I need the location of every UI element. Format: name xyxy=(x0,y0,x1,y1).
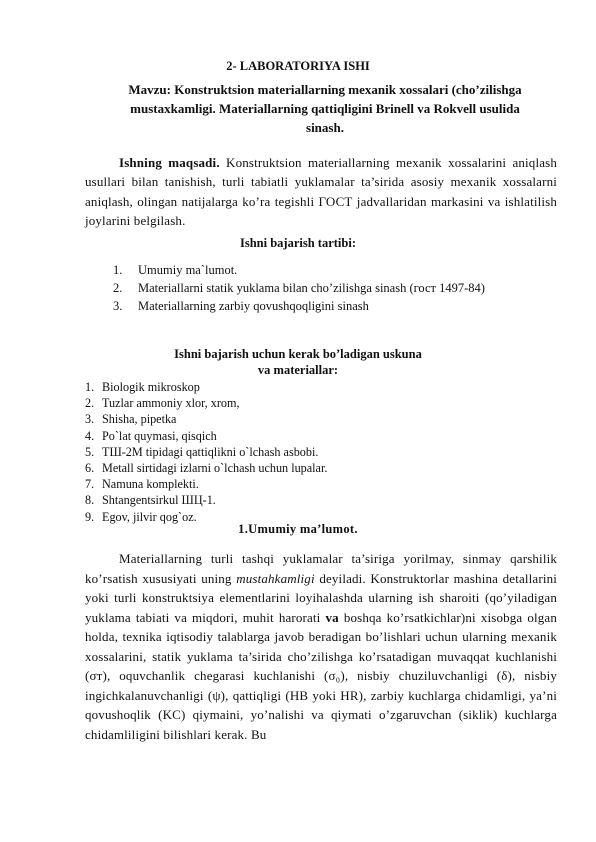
list-number: 2. xyxy=(113,281,123,295)
list-number: 3. xyxy=(85,412,95,427)
list-text: Materiallarni statik yuklama bilan cho’zilishga sinash (гост 1497-84) xyxy=(138,281,485,295)
goal-text: Konstruktsion materiallarning mexanik xossalarini aniqlash usullari bilan tanishish, turli tabiatli yuklamalar ta’sirida asosiy mexanik xossalarni aniqlash, olingan natijalarga ko’ra tegishli ГОСТ jadvallaridan markasini va ishlatilish joylarini belgilash. xyxy=(85,155,557,228)
lab-title: 2- LABORATORIYA ISHI xyxy=(226,59,370,73)
steps-list xyxy=(113,262,557,314)
list-text: Shisha, pipetka xyxy=(102,412,177,427)
list-number: 6. xyxy=(85,460,95,475)
list-item xyxy=(85,379,555,395)
list-item xyxy=(85,460,555,476)
body-italic-term: mustahkamligi xyxy=(236,570,315,586)
list-item xyxy=(85,428,555,444)
list-text: Metall sirtidagi izlarni o`lchash uchun lupalar. xyxy=(102,460,328,475)
list-number: 7. xyxy=(85,477,95,492)
list-text: Po`lat quymasi, qisqich xyxy=(102,428,217,443)
list-item xyxy=(85,395,555,411)
list-item xyxy=(113,262,557,278)
body-paragraph xyxy=(85,549,557,744)
list-number: 4. xyxy=(85,428,95,443)
list-item xyxy=(113,298,557,314)
topic-heading: Mavzu: Konstruktsion materiallarning mexanik xossalari (cho’zilishga mustaxkamligi. Materiallarning qattiqligini Brinell va Rokvell usulida sinash. xyxy=(128,82,522,135)
list-text: Tuzlar ammoniy xlor, xrom, xyxy=(102,396,240,411)
list-number: 1. xyxy=(113,263,123,277)
equipment-heading-line2: va materiallar: xyxy=(257,363,339,377)
list-text: Shtangentsirkul ШЦ-1. xyxy=(102,493,216,508)
goal-paragraph xyxy=(85,153,557,230)
section-heading: 1.Umumiy ma’lumot. xyxy=(238,522,358,536)
list-item xyxy=(85,476,555,492)
steps-heading: Ishni bajarish tartibi: xyxy=(240,236,356,250)
list-item xyxy=(85,492,555,508)
list-item xyxy=(113,280,557,296)
list-text: Biologik mikroskop xyxy=(102,380,200,394)
list-text: Umumiy ma`lumot. xyxy=(138,263,238,277)
body-text: Materiallarning turli tashqi yuklamalar ta’siriga yorilmay, sinmay qarshilik ko’rsatish xususiyati uning xyxy=(85,551,557,586)
body-bold-word: va xyxy=(325,609,339,625)
list-item xyxy=(85,411,555,427)
list-number: 3. xyxy=(113,299,123,313)
list-number: 8. xyxy=(85,493,95,508)
list-number: 9. xyxy=(85,509,95,524)
list-text: ТШ-2М tipidagi qattiqlikni o`lchash asbobi. xyxy=(102,444,319,459)
equipment-heading-line1: Ishni bajarish uchun kerak bo’ladigan uskuna xyxy=(174,347,422,361)
equipment-list xyxy=(85,379,555,525)
list-number: 5. xyxy=(85,444,95,459)
list-number: 1. xyxy=(85,380,95,394)
list-text: Namuna komplekti. xyxy=(102,477,199,492)
body-text: boshqa ko’rsatkichlar)ni xisobga olgan holda, texnika iqtisodiy talablarga javob beradigan bo’lishlari uchun ularning mexanik xossalarini, statik yuklama ta’sirida cho’zilishga ko’rsatadigan muvaqqat kuchlanishi (σᴛ), oquvchanlik chegarasi kuchlanishi (σ₀), nisbiy chuziluvchanligi (δ), nisbiy ingichkalanuvchanligi (ψ), qattiqligi (HB yoki HR), zarbiy kuchlarga chidamligi, ya’ni qovushoqlik (KC) qiymaini, yo’nalishi va qiymati o’zgaruvchan (siklik) kuchlarga chidamliligini bilishlari kerak. Bu xyxy=(85,609,557,742)
goal-label: Ishning maqsadi. xyxy=(119,155,220,170)
list-item xyxy=(85,444,555,460)
list-text: Materiallarning zarbiy qovushqoqligini sinash xyxy=(138,299,369,313)
body-text: deyiladi. Konstruktorlar mashina detallarini yoki turli konstruktsiya elementlarini loyihalashda ularning ish sharoiti (qo’yiladigan yuklama tabiati va miqdori, muhit harorati xyxy=(85,570,558,625)
list-number: 2. xyxy=(85,396,95,411)
equipment-heading xyxy=(0,346,596,378)
list-text: Egov, jilvir qog`oz. xyxy=(102,509,197,524)
